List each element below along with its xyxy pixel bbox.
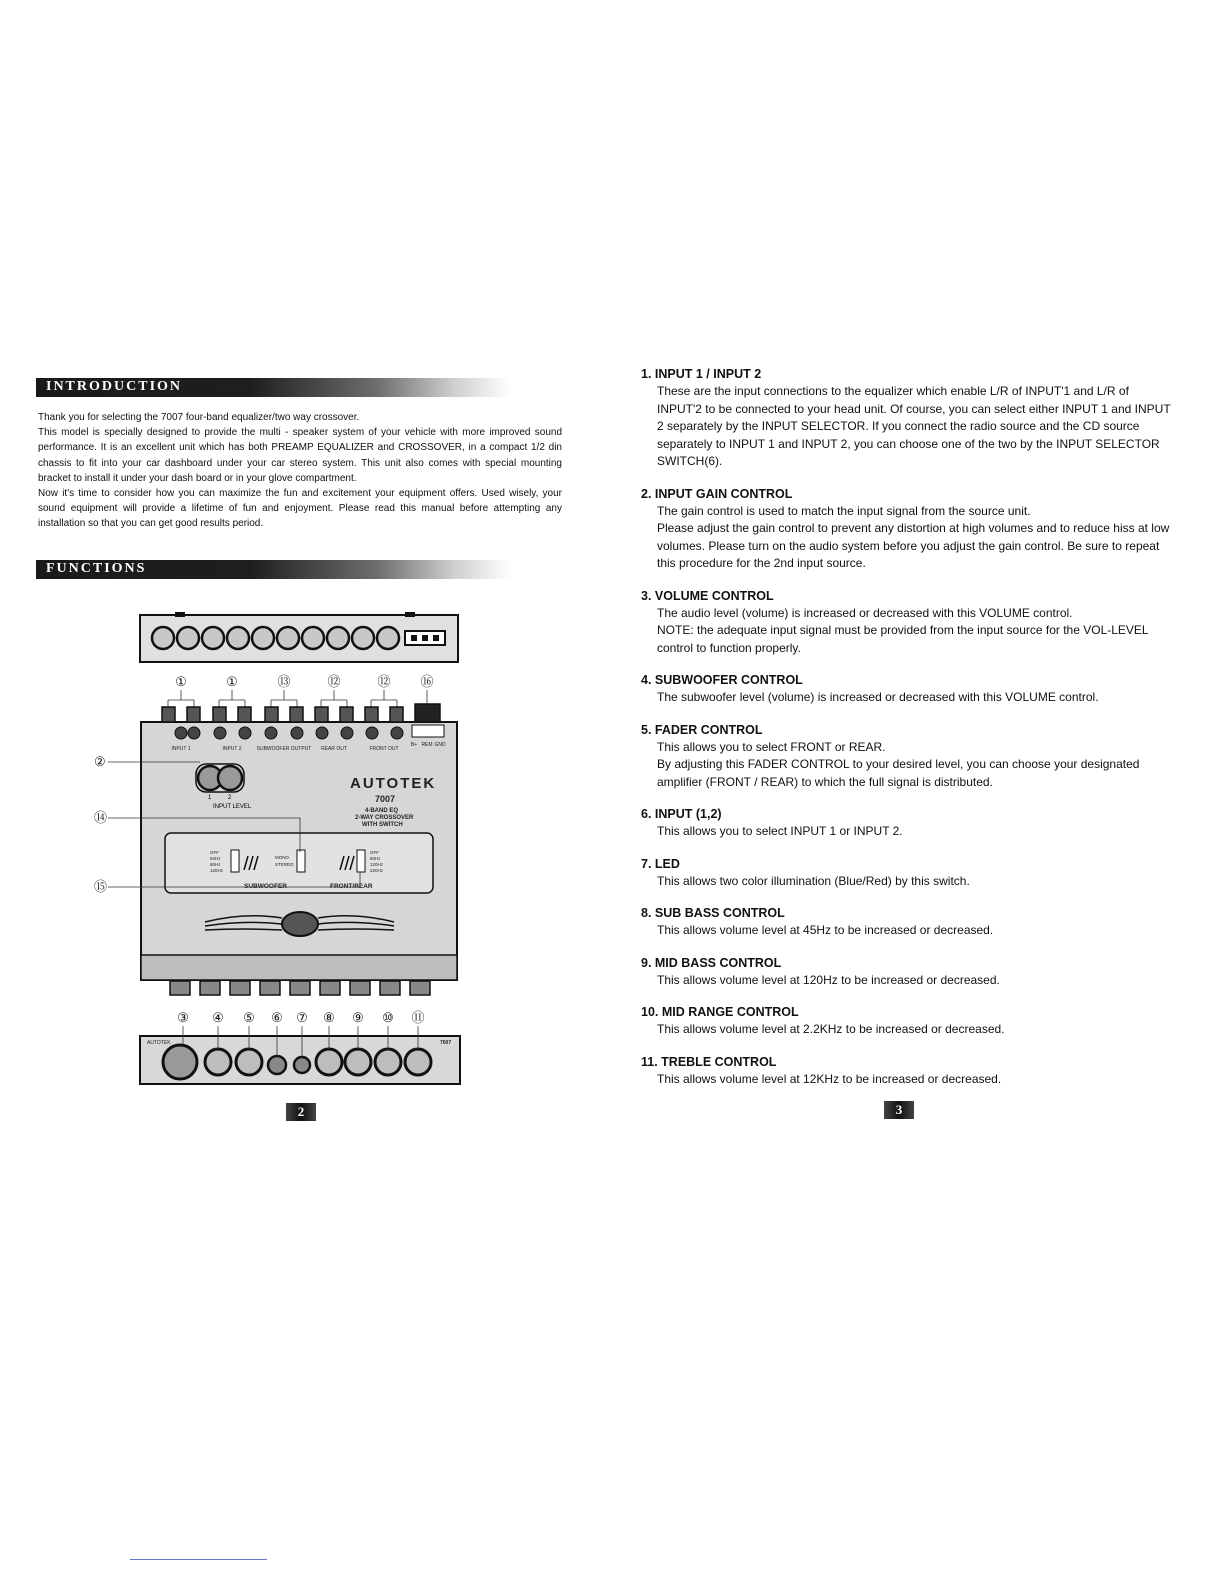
callout-12a: ⑫	[327, 674, 341, 689]
callout-13: ⑬	[277, 674, 291, 689]
function-item-body	[657, 1071, 1171, 1089]
bottom-slots	[170, 981, 430, 995]
function-item	[641, 486, 1171, 573]
fr-opt-80: 80Hz	[370, 856, 381, 861]
input-level-1: 1	[208, 795, 212, 801]
front-knobs	[205, 1049, 431, 1075]
callout-6: ⑥	[271, 1010, 283, 1025]
page-number-right: 3	[884, 1101, 914, 1119]
brand-line-3: WITH SWITCH	[362, 822, 403, 828]
function-item-body	[657, 972, 1171, 990]
label-rem: REM	[421, 742, 433, 748]
sub-opt-80: 80Hz	[210, 862, 221, 867]
callout-1a: ①	[175, 674, 187, 689]
function-item-line: This allows volume level at 12KHz to be increased or decreased.	[657, 1071, 1002, 1086]
function-item	[641, 955, 1171, 990]
function-item-body	[657, 383, 1171, 471]
function-item-line: Please adjust the gain control to prevent any distortion at high volumes and to reduce hiss at low volumes. Please turn on the audio system before you adjust the gain control. Be sure to repeat this procedure for the 2nd input source.	[657, 521, 1170, 570]
function-item-body	[657, 873, 1171, 891]
fr-opt-off: OFF	[370, 850, 379, 855]
function-item-title: 10. MID RANGE CONTROL	[641, 1005, 799, 1019]
device-body	[141, 704, 457, 980]
opt-stereo: STEREO	[275, 862, 294, 867]
function-item-title: 5. FADER CONTROL	[641, 722, 763, 737]
sub-opt-50: 50Hz	[210, 856, 221, 861]
function-item-line: The gain control is used to match the input signal from the source unit.	[657, 503, 1031, 518]
function-item	[641, 856, 1171, 891]
function-item-line: This allows volume level at 45Hz to be increased or decreased.	[657, 923, 994, 937]
function-item-body	[657, 1021, 1171, 1039]
brand-model: 7007	[375, 794, 396, 804]
side-callouts	[94, 754, 107, 894]
function-list	[641, 366, 1171, 1103]
input-level-2: 2	[228, 795, 232, 801]
function-item-title: 9. MID BASS CONTROL	[641, 955, 782, 970]
callout-2: ②	[94, 754, 106, 769]
label-gnd: GND	[434, 742, 446, 748]
function-item-body	[657, 503, 1171, 573]
label-input2: INPUT 2	[222, 746, 242, 752]
function-item-body	[657, 689, 1171, 707]
device-diagram	[60, 608, 480, 1098]
function-item-body	[657, 823, 1171, 841]
function-item-line: These are the input connections to the equalizer which enable L/R of INPUT'1 and L/R of INPUT'2 to be connected to your head unit. Of course, you can select either INPUT 1 and INPUT 2 separately by the INPUT SELECTOR. If you connect the radio source and the CD source separately to INPUT 1 and INPUT 2, you can choose one of the two by the INPUT SELECTOR SWITCH(6).	[657, 384, 1171, 468]
input-level-label: INPUT LEVEL	[213, 804, 252, 810]
brand-line-1: 4-BAND EQ	[365, 808, 399, 814]
function-item-line: This allows you to select INPUT 1 or INPUT 2.	[657, 824, 903, 838]
function-item-body	[657, 922, 1171, 940]
label-sub-output: SUBWOOFER OUTPUT	[256, 746, 312, 752]
function-item	[641, 1004, 1171, 1039]
function-item	[641, 1054, 1171, 1089]
label-bplus: B+	[410, 742, 418, 748]
callout-14: ⑭	[94, 810, 108, 825]
function-item-line: This allows volume level at 120Hz to be increased or decreased.	[657, 972, 1000, 987]
page-number-left: 2	[286, 1103, 316, 1121]
function-item-title: 2. INPUT GAIN CONTROL	[641, 486, 793, 501]
brand-line-2: 2-WAY CROSSOVER	[355, 815, 414, 821]
front-panel-model: 7007	[440, 1040, 452, 1046]
function-item-title: 8. SUB BASS CONTROL	[641, 906, 785, 920]
function-item	[641, 905, 1171, 940]
function-item-title: 11. TREBLE CONTROL	[641, 1054, 777, 1069]
function-item-title: 4. SUBWOOFER CONTROL	[641, 673, 803, 687]
label-input1: INPUT 1	[171, 746, 191, 752]
function-item-line: This allows volume level at 2.2KHz to be increased or decreased.	[657, 1022, 1005, 1036]
function-item-line: This allows two color illumination (Blue/Red) by this switch.	[657, 873, 970, 888]
function-item-line: The subwoofer level (volume) is increased or decreased with this VOLUME control.	[657, 690, 1099, 704]
label-front-out: FRONT OUT	[369, 746, 399, 752]
function-item-title: 1. INPUT 1 / INPUT 2	[641, 367, 762, 381]
callout-1b: ①	[226, 674, 238, 689]
function-item	[641, 588, 1171, 658]
callout-leaders-top	[168, 690, 427, 708]
sub-opt-off: OFF	[210, 850, 219, 855]
introduction-text	[38, 410, 562, 532]
function-item-title: 3. VOLUME CONTROL	[641, 588, 774, 603]
function-item-line: The audio level (volume) is increased or decreased with this VOLUME control.	[657, 605, 1073, 620]
rca-jacks	[162, 704, 440, 722]
callout-9: ⑨	[352, 1010, 364, 1025]
label-rear-out: REAR OUT	[321, 746, 347, 752]
callout-4: ④	[212, 1010, 224, 1025]
front-panel	[140, 1036, 460, 1084]
function-item	[641, 806, 1171, 841]
fr-opt-120: 120Hz	[370, 862, 384, 867]
callout-8: ⑧	[323, 1010, 335, 1025]
function-item-line: NOTE: the adequate input signal must be provided from the input source for the VOL-LEVEL control to function properly.	[657, 623, 1149, 655]
top-callouts	[175, 674, 433, 689]
subwoofer-label: SUBWOOFER	[244, 883, 287, 890]
function-item-title: 6. INPUT (1,2)	[641, 807, 722, 821]
sub-opt-120: 120Hz	[210, 868, 224, 873]
front-panel-brand: AUTOTEK	[147, 1040, 171, 1046]
bottom-callouts	[177, 1010, 424, 1025]
function-item-line: This allows you to select FRONT or REAR.	[657, 739, 886, 754]
intro-paragraph: This model is specially designed to provide the multi - speaker system of your vehicle with more improved sound performance. It is an excellent unit which has both PREAMP EQUALIZER and CROSSOVER, in a compact 1/2 din chassis to fit into your car dashboard under your car stereo system. This unit also comes with special mounting bracket to install it under your dash board or in your glove compartment.	[38, 427, 562, 484]
function-item	[641, 672, 1171, 707]
callout-3: ③	[177, 1010, 189, 1025]
function-item-title: 7. LED	[641, 856, 680, 871]
function-item-body	[657, 739, 1171, 792]
intro-paragraph: Now it's time to consider how you can maximize the fun and excitement your equipment offers. Used wisely, your sound equipment will provide a lifetime of fun and enjoyment. Please read this manual before attempting any installation so that you can get good results period.	[38, 488, 562, 530]
functions-heading: FUNCTIONS	[46, 561, 147, 576]
function-item-line: By adjusting this FADER CONTROL to your desired level, you can choose your designated amplifier (FRONT / REAR) to which the full signal is distributed.	[657, 757, 1140, 789]
introduction-heading: INTRODUCTION	[46, 379, 183, 394]
callout-16: ⑯	[420, 674, 434, 689]
callout-12b: ⑫	[377, 674, 391, 689]
frontrear-label: FRONT/REAR	[330, 883, 373, 890]
function-item-body	[657, 605, 1171, 658]
functions-banner	[36, 560, 511, 579]
function-item	[641, 722, 1171, 792]
switch-panel	[165, 833, 433, 893]
opt-mono: MONO	[275, 855, 289, 860]
rear-panel-top	[140, 612, 458, 662]
callout-10: ⑩	[382, 1010, 394, 1025]
fr-opt-220: 220Hz	[370, 868, 384, 873]
callout-11: ⑪	[411, 1010, 425, 1025]
callout-7: ⑦	[296, 1010, 308, 1025]
footer-underline	[130, 1559, 267, 1560]
introduction-banner	[36, 378, 511, 397]
callout-15: ⑮	[94, 879, 108, 894]
callout-5: ⑤	[243, 1010, 255, 1025]
intro-paragraph: Thank you for selecting the 7007 four-band equalizer/two way crossover.	[38, 412, 360, 423]
brand-autotek: AUTOTEK	[350, 775, 437, 792]
function-item	[641, 366, 1171, 471]
